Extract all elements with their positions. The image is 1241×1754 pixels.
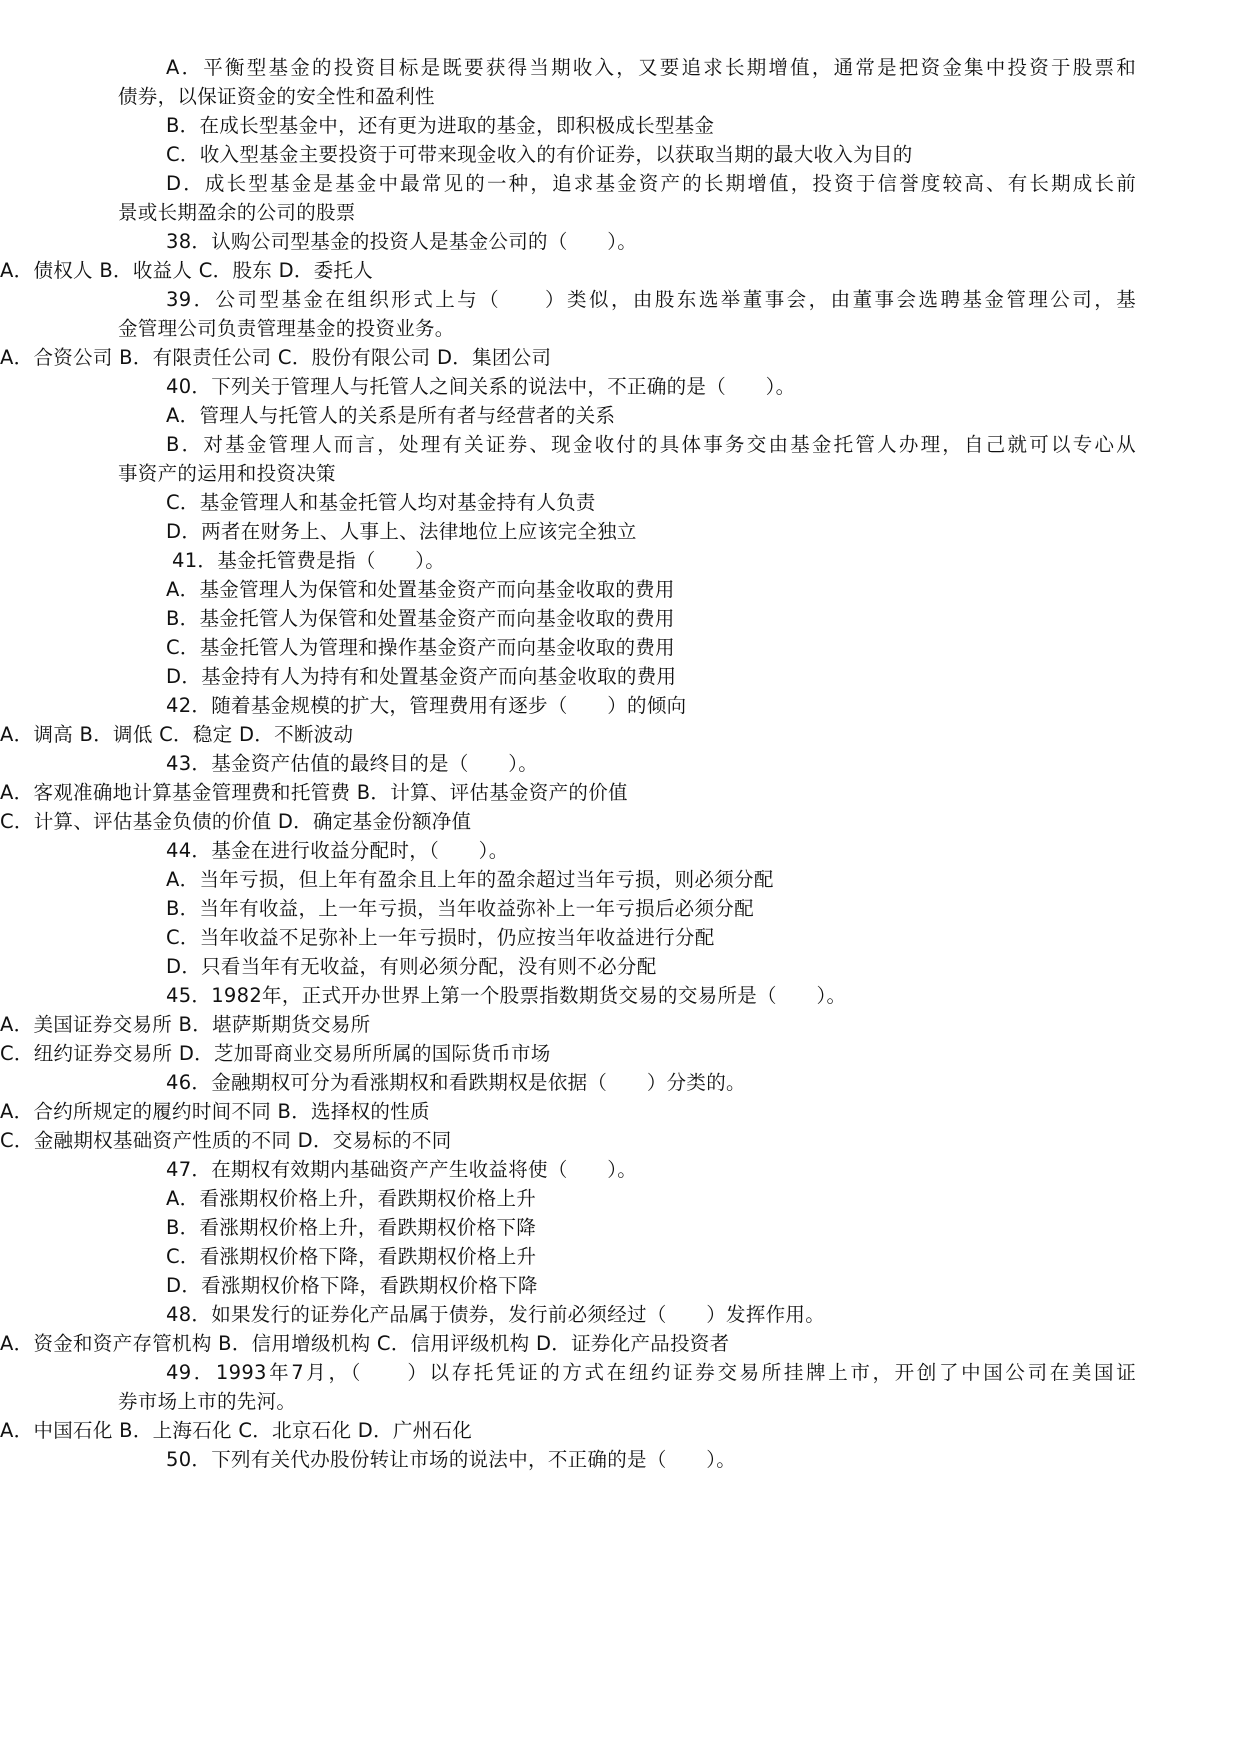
option-a: A．合资公司: [0, 346, 113, 369]
options-row-42: [0, 722, 353, 748]
option-c: C．稳定: [159, 723, 233, 746]
option-b: B．堪萨斯期货交易所: [178, 1013, 371, 1036]
question-40: 40．下列关于管理人与托管人之间关系的说法中，不正确的是（ ）。: [166, 375, 796, 398]
options-row-39: [0, 345, 551, 371]
options-row-48: [0, 1331, 729, 1357]
option-line: A．当年亏损，但上年有盈余且上年的盈余超过当年亏损，则必须分配: [166, 868, 774, 891]
option-a: A．中国石化: [0, 1419, 113, 1442]
option-d: D．集团公司: [436, 346, 552, 369]
options-row-49: [0, 1418, 472, 1444]
option-c: C．北京石化: [238, 1419, 352, 1442]
option-line: A．看涨期权价格上升，看跌期权价格上升: [166, 1187, 537, 1210]
option-line: C．基金管理人和基金托管人均对基金持有人负责: [166, 491, 596, 514]
option-c: C．股份有限公司: [277, 346, 431, 369]
question-48: 48．如果发行的证券化产品属于债券，发行前必须经过（ ）发挥作用。: [166, 1303, 826, 1326]
option-a: A．客观准确地计算基金管理费和托管费: [0, 781, 351, 804]
question-49-cont: 券市场上市的先河。: [118, 1390, 297, 1413]
option-line: C．收入型基金主要投资于可带来现金收入的有价证券，以获取当期的最大收入为目的: [166, 143, 913, 166]
option-line: B．对基金管理人而言，处理有关证券、现金收付的具体事务交由基金托管人办理，自己就可以专心从: [166, 433, 1136, 456]
option-b: B．上海石化: [119, 1419, 232, 1442]
question-50: 50．下列有关代办股份转让市场的说法中，不正确的是（ ）。: [166, 1448, 737, 1471]
option-d: D．芝加哥商业交易所所属的国际货币市场: [178, 1042, 551, 1065]
option-c: C．股东: [198, 259, 273, 282]
options-row-45b: [0, 1041, 551, 1067]
option-line: D．基金持有人为持有和处置基金资产而向基金收取的费用: [166, 665, 677, 688]
option-line: D．看涨期权价格下降，看跌期权价格下降: [166, 1274, 538, 1297]
question-45: 45．1982年，正式开办世界上第一个股票指数期货交易的交易所是（ ）。: [166, 984, 847, 1007]
option-line: C．当年收益不足弥补上一年亏损时，仍应按当年收益进行分配: [166, 926, 715, 949]
option-line: A．管理人与托管人的关系是所有者与经营者的关系: [166, 404, 616, 427]
option-line: 事资产的运用和投资决策: [118, 462, 336, 485]
question-38: 38．认购公司型基金的投资人是基金公司的（ ）。: [166, 230, 638, 253]
option-c: C．信用评级机构: [376, 1332, 530, 1355]
option-a: A．债权人: [0, 259, 93, 282]
options-row-43b: [0, 809, 471, 835]
question-39: 39．公司型基金在组织形式上与（ ）类似，由股东选举董事会，由董事会选聘基金管理公司，基: [166, 288, 1136, 311]
question-49: 49．1993年7月，（ ）以存托凭证的方式在纽约证券交易所挂牌上市，开创了中国公司在美国证: [166, 1361, 1136, 1384]
option-line: C．看涨期权价格下降，看跌期权价格上升: [166, 1245, 537, 1268]
option-line: B．在成长型基金中，还有更为进取的基金，即积极成长型基金: [166, 114, 715, 137]
option-d: D．交易标的不同: [297, 1129, 452, 1152]
option-a: A．调高: [0, 723, 74, 746]
option-a: A．合约所规定的履约时间不同: [0, 1100, 272, 1123]
option-b: B．有限责任公司: [119, 346, 272, 369]
option-a: A．资金和资产存管机构: [0, 1332, 212, 1355]
option-c: C．金融期权基础资产性质的不同: [0, 1129, 292, 1152]
option-line: 债券，以保证资金的安全性和盈利性: [118, 85, 435, 108]
option-line: D．两者在财务上、人事上、法律地位上应该完全独立: [166, 520, 637, 543]
option-d: D．广州石化: [357, 1419, 473, 1442]
option-d: D．不断波动: [238, 723, 354, 746]
option-b: B．调低: [79, 723, 153, 746]
options-row-46b: [0, 1128, 452, 1154]
option-d: D．确定基金份额净值: [277, 810, 472, 833]
question-39-cont: 金管理公司负责管理基金的投资业务。: [118, 317, 455, 340]
option-line: D．成长型基金是基金中最常见的一种，追求基金资产的长期增值，投资于信誉度较高、有长期成长前: [166, 172, 1136, 195]
option-b: B．收益人: [99, 259, 193, 282]
question-46: 46．金融期权可分为看涨期权和看跌期权是依据（ ）分类的。: [166, 1071, 746, 1094]
option-line: 景或长期盈余的公司的股票: [118, 201, 356, 224]
option-d: D．委托人: [278, 259, 374, 282]
option-d: D．证券化产品投资者: [535, 1332, 730, 1355]
option-c: C．纽约证券交易所: [0, 1042, 173, 1065]
option-line: A．基金管理人为保管和处置基金资产而向基金收取的费用: [166, 578, 675, 601]
option-a: A．美国证券交易所: [0, 1013, 173, 1036]
question-43: 43．基金资产估值的最终目的是（ ）。: [166, 752, 539, 775]
option-b: B．选择权的性质: [277, 1100, 430, 1123]
options-row-43a: [0, 780, 628, 806]
option-line: A．平衡型基金的投资目标是既要获得当期收入，又要追求长期增值，通常是把资金集中投资于股票和: [166, 56, 1136, 79]
question-47: 47．在期权有效期内基础资产产生收益将使（ ）。: [166, 1158, 638, 1181]
option-line: D．只看当年有无收益，有则必须分配，没有则不必分配: [166, 955, 657, 978]
options-row-38: [0, 258, 373, 284]
question-41: 41．基金托管费是指（ ）。: [172, 549, 446, 572]
question-44: 44．基金在进行收益分配时，（ ）。: [166, 839, 509, 862]
option-line: B．看涨期权价格上升，看跌期权价格下降: [166, 1216, 537, 1239]
option-c: C．计算、评估基金负债的价值: [0, 810, 272, 833]
option-line: C．基金托管人为管理和操作基金资产而向基金收取的费用: [166, 636, 675, 659]
options-row-46a: [0, 1099, 430, 1125]
option-b: B．计算、评估基金资产的价值: [356, 781, 628, 804]
option-line: B．基金托管人为保管和处置基金资产而向基金收取的费用: [166, 607, 675, 630]
option-line: B．当年有收益，上一年亏损，当年收益弥补上一年亏损后必须分配: [166, 897, 754, 920]
options-row-45a: [0, 1012, 370, 1038]
option-b: B．信用增级机构: [218, 1332, 371, 1355]
question-42: 42．随着基金规模的扩大，管理费用有逐步（ ）的倾向: [166, 694, 687, 717]
